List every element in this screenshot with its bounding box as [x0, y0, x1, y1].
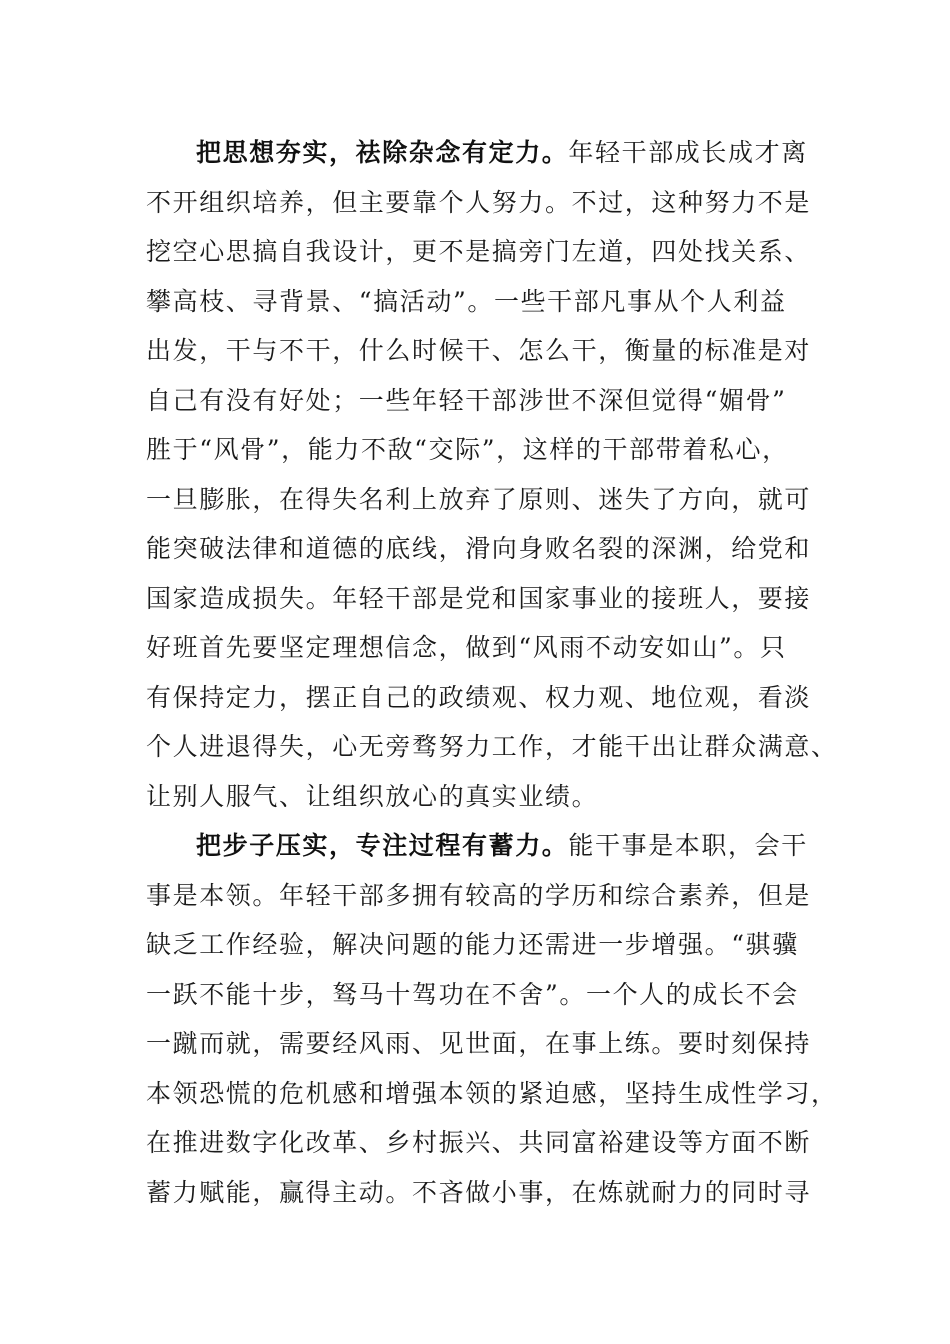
paragraph-line: 在推进数字化改革、乡村振兴、共同富裕建设等方面不断: [146, 1128, 812, 1157]
paragraph-2-line-1: [146, 821, 806, 871]
paragraph-line: 好班首先要坚定理想信念，做到“风雨不动安如山”。只: [146, 633, 787, 662]
paragraph-line: 缺乏工作经验，解决问题的能力还需进一步增强。“骐骥: [146, 930, 799, 959]
paragraph-line: 胜于“风骨”，能力不敌“交际”，这样的干部带着私心，: [146, 435, 789, 464]
paragraph-2-text: 能干事是本职，会干: [568, 831, 808, 860]
paragraph-line: 一旦膨胀，在得失名利上放弃了原则、迷失了方向，就可: [146, 484, 812, 514]
paragraph-line: 一蹴而就，需要经风雨、见世面，在事上练。要时刻保持: [146, 1029, 812, 1058]
paragraph-line: 事是本领。年轻干部多拥有较高的学历和综合素养，但是: [146, 880, 812, 910]
paragraph-line: 一跃不能十步，驽马十驾功在不舍”。一个人的成长不会: [146, 979, 799, 1009]
paragraph-line: 出发，干与不干，什么时候干、怎么干，衡量的标准是对: [146, 336, 812, 365]
paragraph-1-line-1: [146, 128, 806, 178]
paragraph-line: 攀高枝、寻背景、“搞活动”。一些干部凡事从个人利益: [146, 286, 787, 316]
paragraph-1-lead: 把思想夯实，祛除杂念有定力。: [196, 138, 569, 167]
paragraph-1-text: 年轻干部成长成才离: [568, 138, 808, 167]
paragraph-line: 本领恐慌的危机感和增强本领的紧迫感，坚持生成性学习，: [146, 1078, 838, 1108]
paragraph-line: 能突破法律和道德的底线，滑向身败名裂的深渊，给党和: [146, 534, 812, 563]
paragraph-line: 自己有没有好处；一些年轻干部涉世不深但觉得“媚骨”: [146, 385, 787, 415]
paragraph-line: 不开组织培养，但主要靠个人努力。不过，这种努力不是: [146, 187, 812, 217]
paragraph-2-lead: 把步子压实，专注过程有蓄力。: [196, 831, 569, 860]
paragraph-line: 有保持定力，摆正自己的政绩观、权力观、地位观，看淡: [146, 682, 812, 712]
document-body: [146, 128, 838, 1217]
paragraph-line: 蓄力赋能，赢得主动。不吝做小事，在炼就耐力的同时寻: [146, 1177, 812, 1207]
paragraph-line: 让别人服气、让组织放心的真实业绩。: [146, 781, 599, 811]
paragraph-line: 挖空心思搞自我设计，更不是搞旁门左道，四处找关系、: [146, 237, 812, 266]
paragraph-line: 国家造成损失。年轻干部是党和国家事业的接班人，要接: [146, 583, 812, 613]
paragraph-line: 个人进退得失，心无旁骛努力工作，才能干出让群众满意、: [146, 732, 838, 761]
